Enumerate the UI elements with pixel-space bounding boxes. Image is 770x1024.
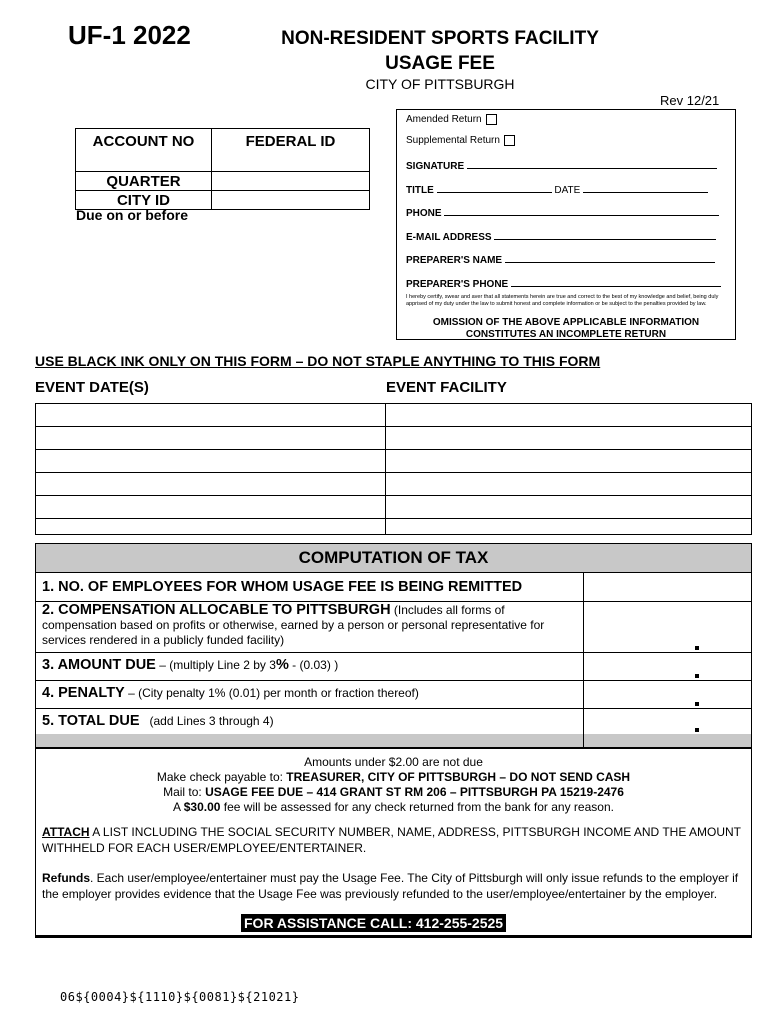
line4-title: 4. PENALTY <box>42 685 125 701</box>
fee-prefix: A <box>173 800 184 814</box>
revision: Rev 12/21 <box>660 93 720 108</box>
omission-warning <box>397 317 735 341</box>
refunds-note <box>42 870 743 902</box>
computation-heading: COMPUTATION OF TAX <box>36 544 751 573</box>
attach-word: ATTACH <box>42 825 90 839</box>
returned-check-fee-note <box>36 799 751 815</box>
account-no-label: ACCOUNT NO <box>76 129 212 172</box>
event-date-field[interactable] <box>36 519 386 535</box>
federal-id-label: FEDERAL ID <box>212 129 370 172</box>
refunds-word: Refunds <box>42 871 90 885</box>
fee-suffix: fee will be assessed for any check returned from the bank for any reason. <box>220 800 614 814</box>
line2-label <box>42 603 581 648</box>
event-facility-field[interactable] <box>386 404 752 427</box>
preparer-phone-field[interactable] <box>511 277 721 287</box>
supplemental-return-checkbox[interactable] <box>504 135 515 146</box>
city-id-field[interactable] <box>212 191 370 210</box>
signature-label: SIGNATURE <box>406 161 465 172</box>
email-label: E-MAIL ADDRESS <box>406 232 492 243</box>
line3-title: 3. AMOUNT DUE <box>42 657 156 673</box>
form-code: 06${0004}${1110}${0081}${21021} <box>60 990 300 1004</box>
event-date-field[interactable] <box>36 473 386 496</box>
line5-label <box>42 713 576 729</box>
event-facility-field[interactable] <box>386 473 752 496</box>
line3-label <box>42 657 576 673</box>
line4-row <box>36 681 751 709</box>
payable-note <box>36 769 751 785</box>
event-row <box>36 473 752 496</box>
amended-return-checkbox[interactable] <box>486 114 497 125</box>
event-row <box>36 404 752 427</box>
line4-note: – (City penalty 1% (0.01) per month or fraction thereof) <box>128 686 419 700</box>
event-facility-field[interactable] <box>386 427 752 450</box>
minimum-amount-note: Amounts under $2.00 are not due <box>304 755 483 769</box>
decimal-point <box>695 674 699 678</box>
event-row <box>36 427 752 450</box>
city-id-label: CITY ID <box>76 191 212 210</box>
event-row <box>36 496 752 519</box>
decimal-point <box>695 702 699 706</box>
signature-field[interactable] <box>467 159 717 169</box>
event-facility-field[interactable] <box>386 496 752 519</box>
title-label: TITLE <box>406 185 434 196</box>
event-date-field[interactable] <box>36 450 386 473</box>
preparer-name-label: PREPARER'S NAME <box>406 255 503 266</box>
form-title-line1: NON-RESIDENT SPORTS FACILITY <box>281 28 599 49</box>
line2-title: 2. COMPENSATION ALLOCABLE TO PITTSBURGH <box>42 602 391 618</box>
title-field[interactable] <box>437 183 552 193</box>
ink-instruction: USE BLACK INK ONLY ON THIS FORM – DO NOT STAPLE ANYTHING TO THIS FORM <box>35 353 601 369</box>
account-table <box>75 128 370 210</box>
line4-label <box>42 685 576 701</box>
line3-note-pct: % <box>275 657 289 673</box>
omission-line1: OMISSION OF THE ABOVE APPLICABLE INFORMATION <box>432 317 700 328</box>
supplemental-return-label: Supplemental Return <box>406 135 500 147</box>
date-label: DATE <box>554 185 581 196</box>
phone-field[interactable] <box>444 206 719 216</box>
mail-note <box>36 784 751 800</box>
refunds-text: . Each user/employee/entertainer must pay the Usage Fee. The City of Pittsburgh will only issue refunds to the employer if the employer provides evidence that the Usage Fee was previously refunded to the user/employee/entertainer by the employer. <box>42 871 739 901</box>
assistance-phone: FOR ASSISTANCE CALL: 412-255-2525 <box>241 914 506 932</box>
line5-field[interactable] <box>583 709 751 734</box>
line1-field[interactable] <box>583 573 751 601</box>
event-dates-label: EVENT DATE(S) <box>35 379 149 396</box>
line5-row <box>36 709 751 734</box>
event-date-field[interactable] <box>36 404 386 427</box>
email-field[interactable] <box>494 230 716 240</box>
omission-line2: CONSTITUTES AN INCOMPLETE RETURN <box>465 329 667 340</box>
payable-to: TREASURER, CITY OF PITTSBURGH – DO NOT SEND CASH <box>286 770 631 784</box>
line2-note: (Includes all forms of compensation based on profits or otherwise, earned by a person or personal representative for services rendered in a publicly funded facility) <box>42 603 545 647</box>
decimal-point <box>695 728 699 732</box>
attach-instruction <box>42 824 741 856</box>
event-facility-field[interactable] <box>386 450 752 473</box>
line3-note-a: – (multiply Line 2 by 3 <box>159 658 276 672</box>
phone-label: PHONE <box>406 208 442 219</box>
event-facility-label: EVENT FACILITY <box>386 379 507 396</box>
line1-row <box>36 573 751 602</box>
city-name: CITY OF PITTSBURGH <box>365 76 515 92</box>
amended-return-label: Amended Return <box>406 114 482 126</box>
quarter-field[interactable] <box>212 172 370 191</box>
line5-note: (add Lines 3 through 4) <box>149 714 274 728</box>
form-title-line2: USAGE FEE <box>385 53 495 74</box>
line2-row <box>36 602 751 653</box>
computation-section <box>35 543 752 938</box>
line2-field[interactable] <box>583 602 751 652</box>
payable-prefix: Make check payable to: <box>156 770 287 784</box>
due-date-label: Due on or before <box>76 207 189 223</box>
event-facility-field[interactable] <box>386 519 752 535</box>
form-id: UF-1 2022 <box>68 20 191 50</box>
line3-field[interactable] <box>583 653 751 680</box>
event-row <box>36 519 752 535</box>
total-separator <box>36 734 751 749</box>
attach-text: A LIST INCLUDING THE SOCIAL SECURITY NUMBER, NAME, ADDRESS, PITTSBURGH INCOME AND THE AMOUNT WITHHELD FOR EACH USER/EMPLOYEE/ENTERTAINER. <box>42 825 741 855</box>
event-date-field[interactable] <box>36 496 386 519</box>
event-row <box>36 450 752 473</box>
preparer-name-field[interactable] <box>505 253 715 263</box>
certification-box <box>396 109 736 340</box>
line5-title: 5. TOTAL DUE <box>42 713 140 729</box>
event-date-field[interactable] <box>36 427 386 450</box>
preparer-phone-label: PREPARER'S PHONE <box>406 279 509 290</box>
line4-field[interactable] <box>583 681 751 708</box>
fee-amount: $30.00 <box>183 800 221 814</box>
decimal-point <box>695 646 699 650</box>
mail-prefix: Mail to: <box>163 785 206 799</box>
date-field[interactable] <box>583 183 708 193</box>
events-table <box>35 403 752 535</box>
line1-label: 1. NO. OF EMPLOYEES FOR WHOM USAGE FEE IS BEING REMITTED <box>42 579 523 595</box>
certification-statement: I hereby certify, swear and aver that all statements herein are true and correct to the best of my knowledge and belief, being duly apprised of my duty under the law to submit honest and complete information or be subject to the penalties provided by law. <box>406 294 719 307</box>
line3-row <box>36 653 751 681</box>
mail-address: USAGE FEE DUE – 414 GRANT ST RM 206 – PITTSBURGH PA 15219-2476 <box>205 785 624 799</box>
quarter-label: QUARTER <box>76 172 212 191</box>
line3-note-b: - (0.03) ) <box>288 658 339 672</box>
